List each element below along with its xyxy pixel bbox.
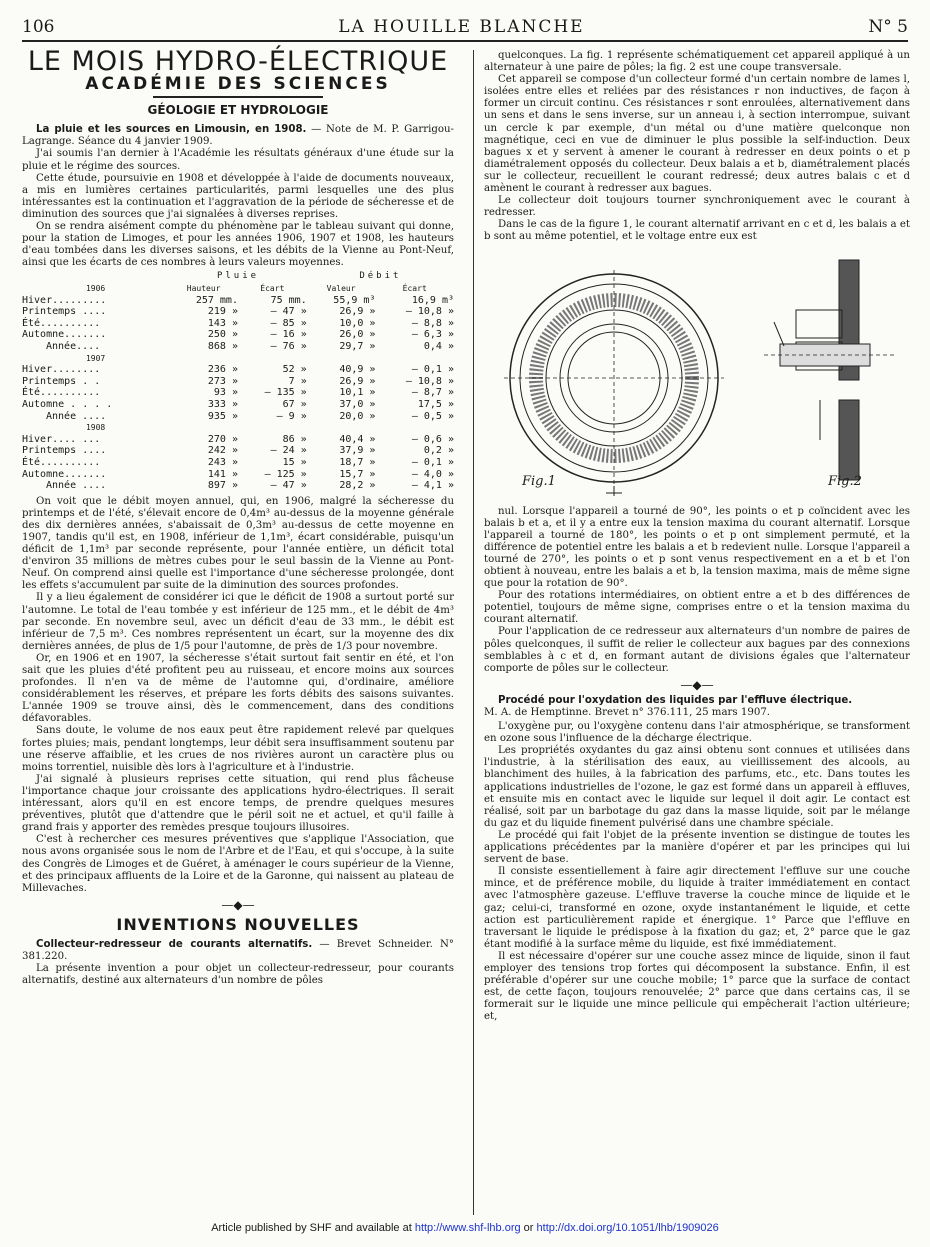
footer — [0, 1222, 930, 1234]
table-cell: 67 » — [282, 398, 307, 410]
table-cell: — 10,8 » — [405, 375, 454, 387]
table-cell: 0,2 » — [423, 445, 454, 457]
table-cell: — 85 » — [270, 317, 307, 329]
col-valeur: Valeur — [326, 284, 356, 293]
table-cell: Été.......... — [22, 456, 101, 468]
table-cell: Année .... — [46, 480, 107, 492]
article-1-title: La pluie et les sources en Limousin, en 1908. — [36, 124, 307, 136]
table-cell: — 125 » — [264, 468, 307, 480]
footer-link-shf[interactable]: http://www.shf-lhb.org — [414, 1222, 521, 1234]
col-ecart-2: Écart — [402, 284, 427, 293]
table-body — [22, 295, 454, 492]
article-2-title: Collecteur-redresseur de courants alternatifs. — [36, 938, 313, 950]
paragraph: Cet appareil se compose d'un collecteur formé d'un certain nombre de lames l, isolées entre elles et reliées par des résistances r non inductives, de façon à former un circuit continu. Ces résistances r sont enroulées, alternativement dans un sens et dans le sens inverse, sur un anneau i, à section interrompue, suivant un cercle k par exemple, d'un métal ou d'une matière quelconque non magnétique, ceci en vue de diminuer le plus possible la self-induction. Deux bagues x et y servent à amener le courant à redresser en deux points o et p diamétralement opposés du collecteur. Deux balais a et b, diamétralement placés sur le collecteur, recueillent le courant redressé; deux autres balais c et d amènent le courant à redresser aux bagues. — [484, 74, 910, 195]
table-cell: 17,5 » — [417, 398, 454, 410]
table-cell: 26,9 » — [339, 306, 376, 318]
paragraph: J'ai soumis l'an dernier à l'Académie les résultats généraux d'une étude sur la pluie et le régime des sources. — [22, 148, 454, 172]
table-cell: — 0,1 » — [411, 364, 454, 376]
article-3-byline: M. A. de Hemptinne. Brevet n° 376.111, 25 mars 1907. — [484, 707, 771, 718]
paragraph: Pour l'application de ce redresseur aux alternateurs d'un nombre de paires de pôles quelconques, il suffit de relier le collecteur aux bagues par des connexions semblables à c et d, en formant autant de divisions égales que l'alternateur comporte de pôles sur le collecteur. — [484, 626, 910, 674]
paragraph: Sans doute, le volume de nos eaux peut être rapidement relevé par quelques fortes pluies; mais, pendant longtemps, leur débit sera insuffisamment soutenu par une réserve affaiblie, et les crues de nos rivières auront un caractère plus ou moins torrentiel, nuisible dès lors à l'agriculture et à l'industrie. — [22, 725, 454, 773]
table-row — [22, 469, 454, 481]
main-title: LE MOIS HYDRO-ÉLECTRIQUE — [27, 46, 449, 77]
table-cell: 16,9 m³ — [411, 294, 454, 306]
column-divider — [473, 50, 474, 1215]
table-cell: Été.......... — [22, 317, 101, 329]
table-cell: 29,7 » — [339, 340, 376, 352]
table-year-row — [22, 422, 454, 434]
table-cell: 15,7 » — [339, 468, 376, 480]
table-cell: Année .... — [46, 410, 107, 422]
table-cell: 897 » — [207, 480, 238, 492]
journal-title: LA HOUILLE BLANCHE — [338, 17, 585, 37]
table-cell: 26,9 » — [339, 375, 376, 387]
academy-heading: ACADÉMIE DES SCIENCES — [85, 74, 391, 95]
page-number: 106 — [22, 17, 55, 37]
table-cell: Hiver......... — [22, 294, 107, 306]
table-cell: Été.......... — [22, 387, 101, 399]
paragraph: Il est nécessaire d'opérer sur une couche assez mince de liquide, sinon il faut employer des tensions trop fortes qui décomposent la substance. Enfin, il est préférable d'opérer sur une couche mobile; 1° parce que la surface de contact est, de cette façon, toujours renouvelée; 2° parce que dans certains cas, il se formerait sur le liquide une mince pellicule qui empêcherait l'action ultérieure; et, — [484, 950, 910, 1023]
table-cell: 40,9 » — [339, 364, 376, 376]
paragraph: Le procédé qui fait l'objet de la présente invention se distingue de toutes les applications précédentes par la manière d'opérer et par les principes qui lui servent de base. — [484, 829, 910, 866]
table-cell: 0,4 » — [423, 340, 454, 352]
article-1-byline: — Note de M. P. Garrigou-Lagrange. Séance du 4 janvier 1909. — [22, 124, 454, 148]
table-row — [22, 341, 454, 353]
table-cell: 55,9 m³ — [333, 294, 376, 306]
table-cell: 242 » — [207, 445, 238, 457]
table-cell: — 8,7 » — [411, 387, 454, 399]
paragraph: J'ai signalé à plusieurs reprises cette situation, qui rend plus fâcheuse l'importance chaque jour croissante des applications hydro-électriques. Il serait intéressant, alors qu'il en est encore temps, de prendre quelques mesures préventives, plutôt que d'attendre que le péril soit ne et actuel, et qu'il faille à grand frais y apporter des remèdes presque toujours illusoires. — [22, 773, 454, 834]
table-cell: Printemps . . — [22, 375, 101, 387]
article-1-heading — [22, 124, 454, 148]
table-cell: — 47 » — [270, 480, 307, 492]
table-row — [22, 364, 454, 376]
ornament: —◆— — [680, 677, 714, 692]
table-cell: 143 » — [207, 317, 238, 329]
figure-2-caption: Fig.2 — [828, 473, 862, 489]
figures — [484, 250, 910, 500]
table-cell: 52 » — [282, 364, 307, 376]
table-cell: 20,0 » — [339, 410, 376, 422]
left-column — [22, 46, 454, 987]
page-header — [22, 14, 908, 42]
table-cell: — 0,5 » — [411, 410, 454, 422]
article-2-heading — [22, 939, 454, 963]
footer-prefix: Article published by SHF and available at — [211, 1222, 415, 1234]
section-heading: GÉOLOGIE ET HYDROLOGIE — [147, 103, 329, 118]
article-3-title: Procédé pour l'oxydation des liquides par l'effluve électrique. — [498, 694, 853, 706]
col-hauteur: Hauteur — [186, 284, 221, 293]
table-row — [22, 480, 454, 492]
table-cell: — 47 » — [270, 306, 307, 318]
article-3-heading — [484, 695, 910, 707]
table-group-header — [22, 271, 454, 283]
table-cell: — 4,0 » — [411, 468, 454, 480]
table-cell: 37,0 » — [339, 398, 376, 410]
table-cell: 868 » — [207, 340, 238, 352]
year-label: 1906 — [85, 284, 106, 293]
table-cell: — 0,1 » — [411, 456, 454, 468]
col-ecart: Écart — [260, 284, 285, 293]
table-column-header — [22, 283, 454, 295]
table-cell: 219 » — [207, 306, 238, 318]
year-label: 1908 — [85, 423, 106, 433]
table-year-row — [22, 353, 454, 365]
table-cell: 10,1 » — [339, 387, 376, 399]
article-2-byline: — Brevet Schneider. N° 381.220. — [22, 938, 454, 963]
figure-1-caption: Fig.1 — [522, 473, 556, 489]
figure-drawings — [484, 250, 910, 500]
paragraph: La présente invention a pour objet un collecteur-redresseur, pour courants alternatifs, destiné aux alternateurs d'un nombre de pôles — [22, 963, 454, 987]
table-cell: — 0,6 » — [411, 433, 454, 445]
footer-link-doi[interactable]: http://dx.doi.org/10.1051/lhb/1909026 — [536, 1222, 719, 1234]
table-cell: 270 » — [207, 433, 238, 445]
group-debit: Débit — [359, 271, 402, 282]
table-cell: Année.... — [46, 340, 101, 352]
table-cell: — 6,3 » — [411, 329, 454, 341]
table-cell: 935 » — [207, 410, 238, 422]
paragraph: Pour des rotations intermédiaires, on obtient entre a et b des différences de potentiel, toujours de même signe, comprises entre o et la tension maxima du courant alternatif. — [484, 590, 910, 626]
table-cell: 28,2 » — [339, 480, 376, 492]
table-cell: Printemps .... — [22, 445, 107, 457]
table-row — [22, 411, 454, 423]
group-pluie: Pluie — [216, 271, 260, 282]
fig1-drawing — [504, 270, 724, 496]
table-cell: — 24 » — [270, 445, 307, 457]
table-cell: Automne . . . . — [22, 398, 113, 410]
table-cell: 7 » — [288, 375, 307, 387]
table-cell: Automne....... — [22, 468, 107, 480]
table-cell: 273 » — [207, 375, 238, 387]
table-cell: 243 » — [207, 456, 238, 468]
paragraph: L'oxygène pur, ou l'oxygène contenu dans l'air atmosphérique, se transforment en ozone sous l'influence de la décharge électrique. — [484, 721, 910, 745]
table-row — [22, 318, 454, 330]
table-cell: — 76 » — [270, 340, 307, 352]
paragraph: C'est à rechercher ces mesures préventives que s'applique l'Association, que nous avons organisée sous le nom de l'Arbre et de l'Eau, et qui s'occupe, à la suite des Congrès de Limoges et de Guéret, à aménager le cours supérieur de la Vienne, et des principaux affluents de la Loire et de la Garonne, qui naissent au plateau de Millevaches. — [22, 834, 454, 894]
paragraph: On se rendra aisément compte du phénomène par le tableau suivant qui donne, pour la station de Limoges, et pour les années 1906, 1907 et 1908, les hauteurs d'eau tombées dans les diverses saisons, et les débits de la Vienne au Pont-Neuf, ainsi que les écarts de ces nombres à leurs valeurs moyennes. — [22, 221, 454, 269]
table-cell: Printemps .... — [22, 306, 107, 318]
table-cell: Automne....... — [22, 329, 107, 341]
paragraph: Il consiste essentiellement à faire agir directement l'effluve sur une couche mince, et de préférence mobile, du liquide à traiter immédiatement en contact avec l'atmosphère gazeuse. L'effluve traverse la couche mince de liquide et le gaz; celui-ci, transformé en ozone, oxyde instantanément le liquide, et cette action est particulièrement rapide et énergique. 1° Parce que l'effluve en traversant le liquide le prédispose à la fixation du gaz; et, 2° parce que le gaz étant modifié à la surface même du liquide, est fixé immédiatement. — [484, 866, 910, 950]
table-cell: 37,9 » — [339, 445, 376, 457]
table-cell: 86 » — [282, 433, 307, 445]
table-cell: 15 » — [282, 456, 307, 468]
right-column — [484, 50, 910, 1023]
table-row — [22, 399, 454, 411]
table-cell: — 8,8 » — [411, 317, 454, 329]
table-cell: — 135 » — [264, 387, 307, 399]
table-cell: 333 » — [207, 398, 238, 410]
paragraph: Or, en 1906 et en 1907, la sécheresse s'était surtout fait sentir en été, et l'on sait que les pluies d'été profitent peu au ruisseau, et encore moins aux sources profondes. Il n'en va de même de l'automne qui, d'ordinaire, améliore considérablement les réserves, et prépare les forts débits des saisons suivantes. L'année 1909 se trouve ainsi, dès le commencement, dans des conditions défavorables. — [22, 652, 454, 725]
table-cell: — 9 » — [276, 410, 307, 422]
paragraph: Cette étude, poursuivie en 1908 et développée à l'aide de documents nouveaux, a mis en lumières certaines particularités, parmi lesquelles une des plus intéressantes est la continuation et l'aggravation de la période de sécheresse et de diminution des sources que j'ai signalées à diverses reprises. — [22, 172, 454, 220]
table-cell: 141 » — [207, 468, 238, 480]
table-cell: Hiver.... ... — [22, 433, 101, 445]
table-cell: 40,4 » — [339, 433, 376, 445]
table-cell: 250 » — [207, 329, 238, 341]
rain-flow-table — [22, 271, 454, 491]
footer-mid: or — [520, 1222, 537, 1234]
table-row — [22, 434, 454, 446]
table-row — [22, 387, 454, 399]
fig2-drawing — [764, 260, 894, 480]
ornament: —◆— — [221, 897, 255, 912]
table-row — [22, 445, 454, 457]
table-cell: Hiver........ — [22, 364, 101, 376]
paragraph: Dans le cas de la figure 1, le courant alternatif arrivant en c et d, les balais a et b sont au même potentiel, et le voltage entre eux est — [484, 219, 910, 243]
table-cell: 75 mm. — [270, 294, 307, 306]
table-cell: — 4,1 » — [411, 480, 454, 492]
issue-number: N° 5 — [868, 17, 908, 37]
section-rule — [153, 96, 323, 98]
table-cell: 26,0 » — [339, 329, 376, 341]
paragraph: Les propriétés oxydantes du gaz ainsi obtenu sont connues et utilisées dans l'industrie, à la stérilisation des eaux, au vieillissement des alcools, au blanchiment des huiles, à la fabrication des parfums, etc., etc. Dans toutes les applications industrielles de l'ozone, le gaz est formé dans un appareil à effluves, et ensuite mis en contact avec le liquide sur lequel il doit agir. Le contact est réalisé, soit par un barbotage du gaz dans la masse liquide, soit par le mélange du gaz et du liquide finement pulvérisé dans une chambre spéciale. — [484, 745, 910, 829]
table-cell: 93 » — [213, 387, 238, 399]
table-row — [22, 457, 454, 469]
year-label: 1907 — [85, 353, 106, 363]
table-cell: — 10,8 » — [405, 306, 454, 318]
table-cell: 257 mm. — [195, 294, 238, 306]
table-cell: 18,7 » — [339, 456, 376, 468]
table-row — [22, 295, 454, 307]
table-cell: 10,0 » — [339, 317, 376, 329]
paragraph: Le collecteur doit toujours tourner synchroniquement avec le courant à redresser. — [484, 195, 910, 219]
table-cell: — 16 » — [270, 329, 307, 341]
table-row — [22, 329, 454, 341]
paragraph: quelconques. La fig. 1 représente schématiquement cet appareil appliqué à un alternateur à une paire de pôles; la fig. 2 est une coupe transversale. — [484, 50, 910, 74]
table-cell: 236 » — [207, 364, 238, 376]
inventions-heading: INVENTIONS NOUVELLES — [116, 914, 360, 934]
paragraph: Il y a lieu également de considérer ici que le déficit de 1908 a surtout porté sur l'automne. Le total de l'eau tombée y est inférieur de 125 mm., et le débit de 4m³ par seconde. En novembre seul, avec un déficit d'eau de 33 mm., le débit est inférieur de 7,5 m³. Ces nombres représentent un écart, sur la moyenne des dix dernières années, de plus de 1/5 pour l'automne, de près de 1/3 pour novembre. — [22, 592, 454, 652]
paragraph: nul. Lorsque l'appareil a tourné de 90°, les points o et p coïncident avec les balais b et a, et il y a entre eux la tension maxima du courant alternatif. Lorsque l'appareil a tourné de 180°, les points o et p ont simplement permuté, et la différence de potentiel entre les balais a et b redevient nulle. Lorsque l'appareil a tourné de 270°, les points o et p sont venus respectivement en a et b et l'on obtient à nouveau, entre les balais a et b, la tension maxima, mais de même signe que pour la rotation de 90°. — [484, 505, 910, 590]
table-row — [22, 306, 454, 318]
table-row — [22, 376, 454, 388]
paragraph: On voit que le débit moyen annuel, qui, en 1906, malgré la sécheresse du printemps et de l'été, s'élevait encore de 0,4m³ au-dessus de la moyenne générale des dix dernières années, s'abaissait de 0,3m³ au-dessus de cette moyenne en 1907, tandis qu'il est, en 1908, inférieur de 1,1m³, écart considérable, puisqu'un déficit de 1,1m³ par seconde représente, pour l'année entière, un déficit total d'environ 35 millions de mètres cubes pour le seul bassin de la Vienne au Pont-Neuf. On comprend ainsi quelle est l'importance d'une sécheresse prolongée, dont les effets s'accumulent par suite de la diminution des sources profondes. — [22, 495, 454, 592]
